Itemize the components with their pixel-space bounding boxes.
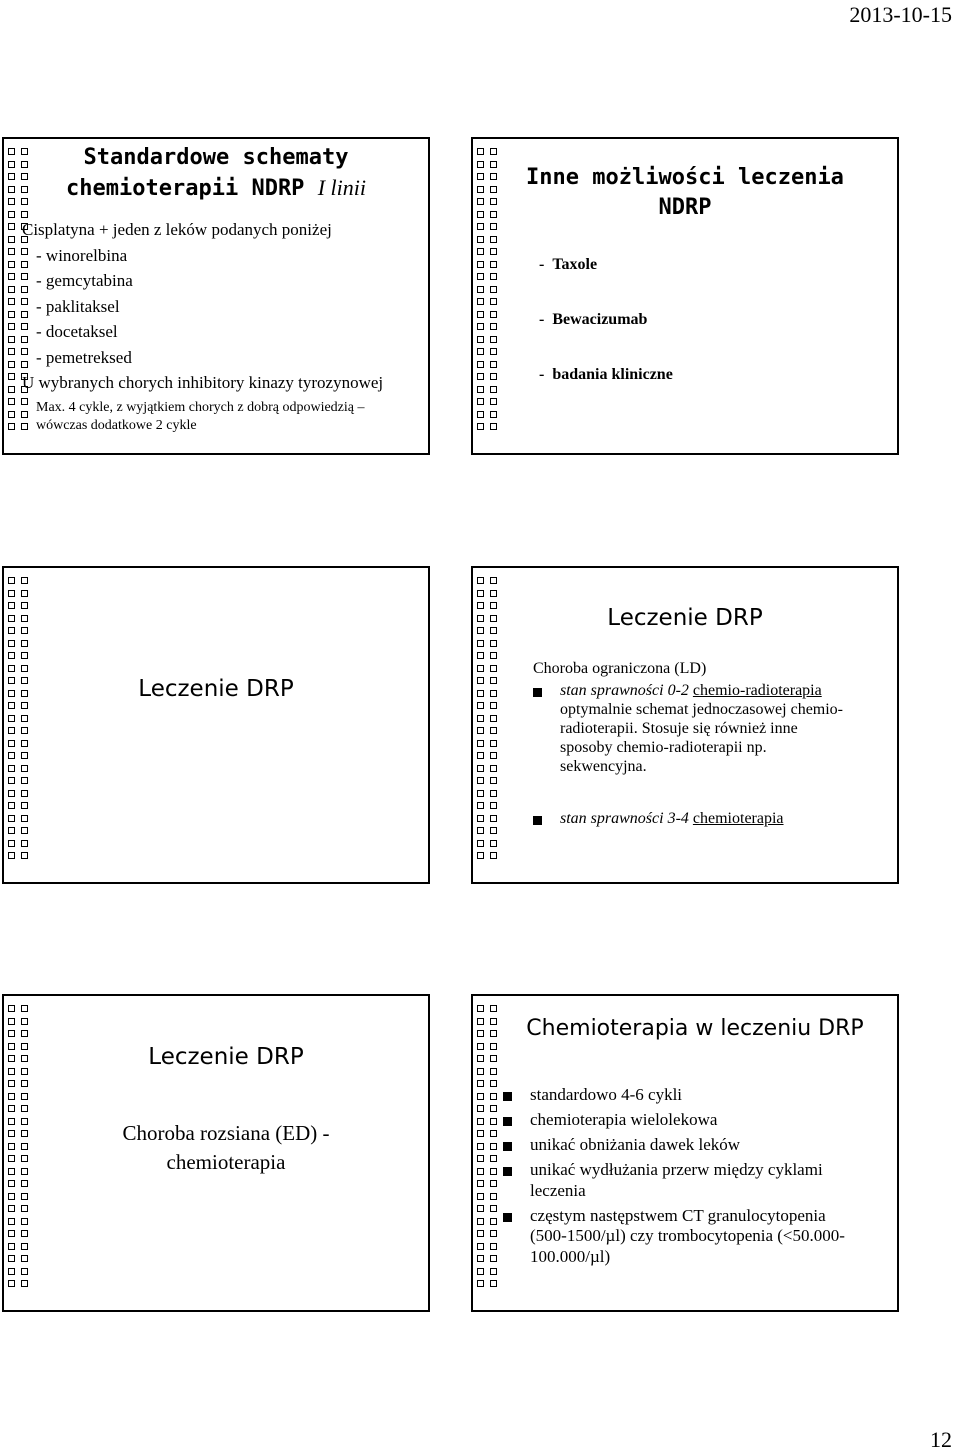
slide-chemotherapy-drp	[471, 994, 899, 1312]
list-item: - winorelbina	[36, 245, 128, 265]
tki-text: U wybranych chorych inhibitory kinazy tyrozynowej	[22, 373, 384, 392]
slide-rail-icon	[477, 1004, 503, 1302]
bullet-icon	[503, 1213, 512, 1222]
list-item: - gemcytabina	[36, 271, 133, 290]
bullet-icon	[533, 688, 542, 697]
drug-list	[22, 243, 383, 371]
list-item: - pemetreksed	[36, 347, 132, 367]
subtitle: Choroba ograniczona (LD)	[533, 660, 707, 677]
document-date: 2013-10-15	[849, 2, 952, 27]
list-item: unikać wydłużania przerw między cyklami leczenia	[503, 1160, 891, 1201]
cycle-note: Max. 4 cykle, z wyjątkiem chorych z dobrą odpowiedzią – wówczas dodatkowe 2 cykle	[36, 399, 365, 433]
list-item: stan sprawności 3-4 chemioterapia	[533, 809, 887, 828]
intro-text: Cisplatyna + jeden z leków podanych poniżej	[22, 220, 332, 239]
slide-title: Leczenie DRP	[138, 676, 294, 702]
slide-body	[539, 256, 673, 421]
list-item: standardowo 4-6 cykli	[503, 1085, 891, 1106]
slide-drp-section	[2, 566, 430, 884]
list-item: - docetaksel	[36, 322, 118, 341]
bullet-icon	[503, 1167, 512, 1176]
slide-title: Standardowe schematy chemioterapii NDRP I linii	[66, 145, 366, 201]
list-item: stan sprawności 0-2 chemio-radioterapia optymalnie schemat jednoczasowej chemio- radioterapii. Stosuje się również inne sposoby chemio-radioterapii np. sekwencyjna.	[533, 681, 887, 776]
slide-rail-icon	[8, 576, 34, 874]
bullet-icon	[503, 1117, 512, 1126]
bullet-icon	[503, 1142, 512, 1151]
slide-drp-limited	[471, 566, 899, 884]
list-item: unikać obniżania dawek leków	[503, 1135, 891, 1156]
slide-body	[22, 217, 383, 435]
slide-title: Leczenie DRP	[607, 605, 763, 631]
slide-standard-chemotherapy	[2, 137, 430, 455]
page-number: 12	[930, 1427, 952, 1452]
slide-body	[533, 659, 887, 828]
slide-title: Inne możliwości leczenia NDRP	[526, 165, 844, 220]
list-item: częstym następstwem CT granulocytopenia (500-1500/µl) czy trombocytopenia (<50.000- 100.000/µl)	[503, 1206, 891, 1268]
list-item: - Bewacizumab	[539, 311, 648, 328]
bullet-icon	[503, 1092, 512, 1101]
slide-other-options	[471, 137, 899, 455]
slide-title: Leczenie DRP	[148, 1044, 304, 1070]
slide-drp-extensive	[2, 994, 430, 1312]
list-item: - badania kliniczne	[539, 366, 673, 383]
list-item: - Taxole	[539, 256, 598, 273]
slide-title: Chemioterapia w leczeniu DRP	[526, 1016, 864, 1041]
list-item: chemioterapia wielolekowa	[503, 1110, 891, 1131]
bullet-icon	[533, 816, 542, 825]
list-item: - paklitaksel	[36, 296, 120, 316]
slide-body	[503, 1085, 891, 1267]
slide-body: Choroba rozsiana (ED) - chemioterapia	[122, 1121, 330, 1174]
